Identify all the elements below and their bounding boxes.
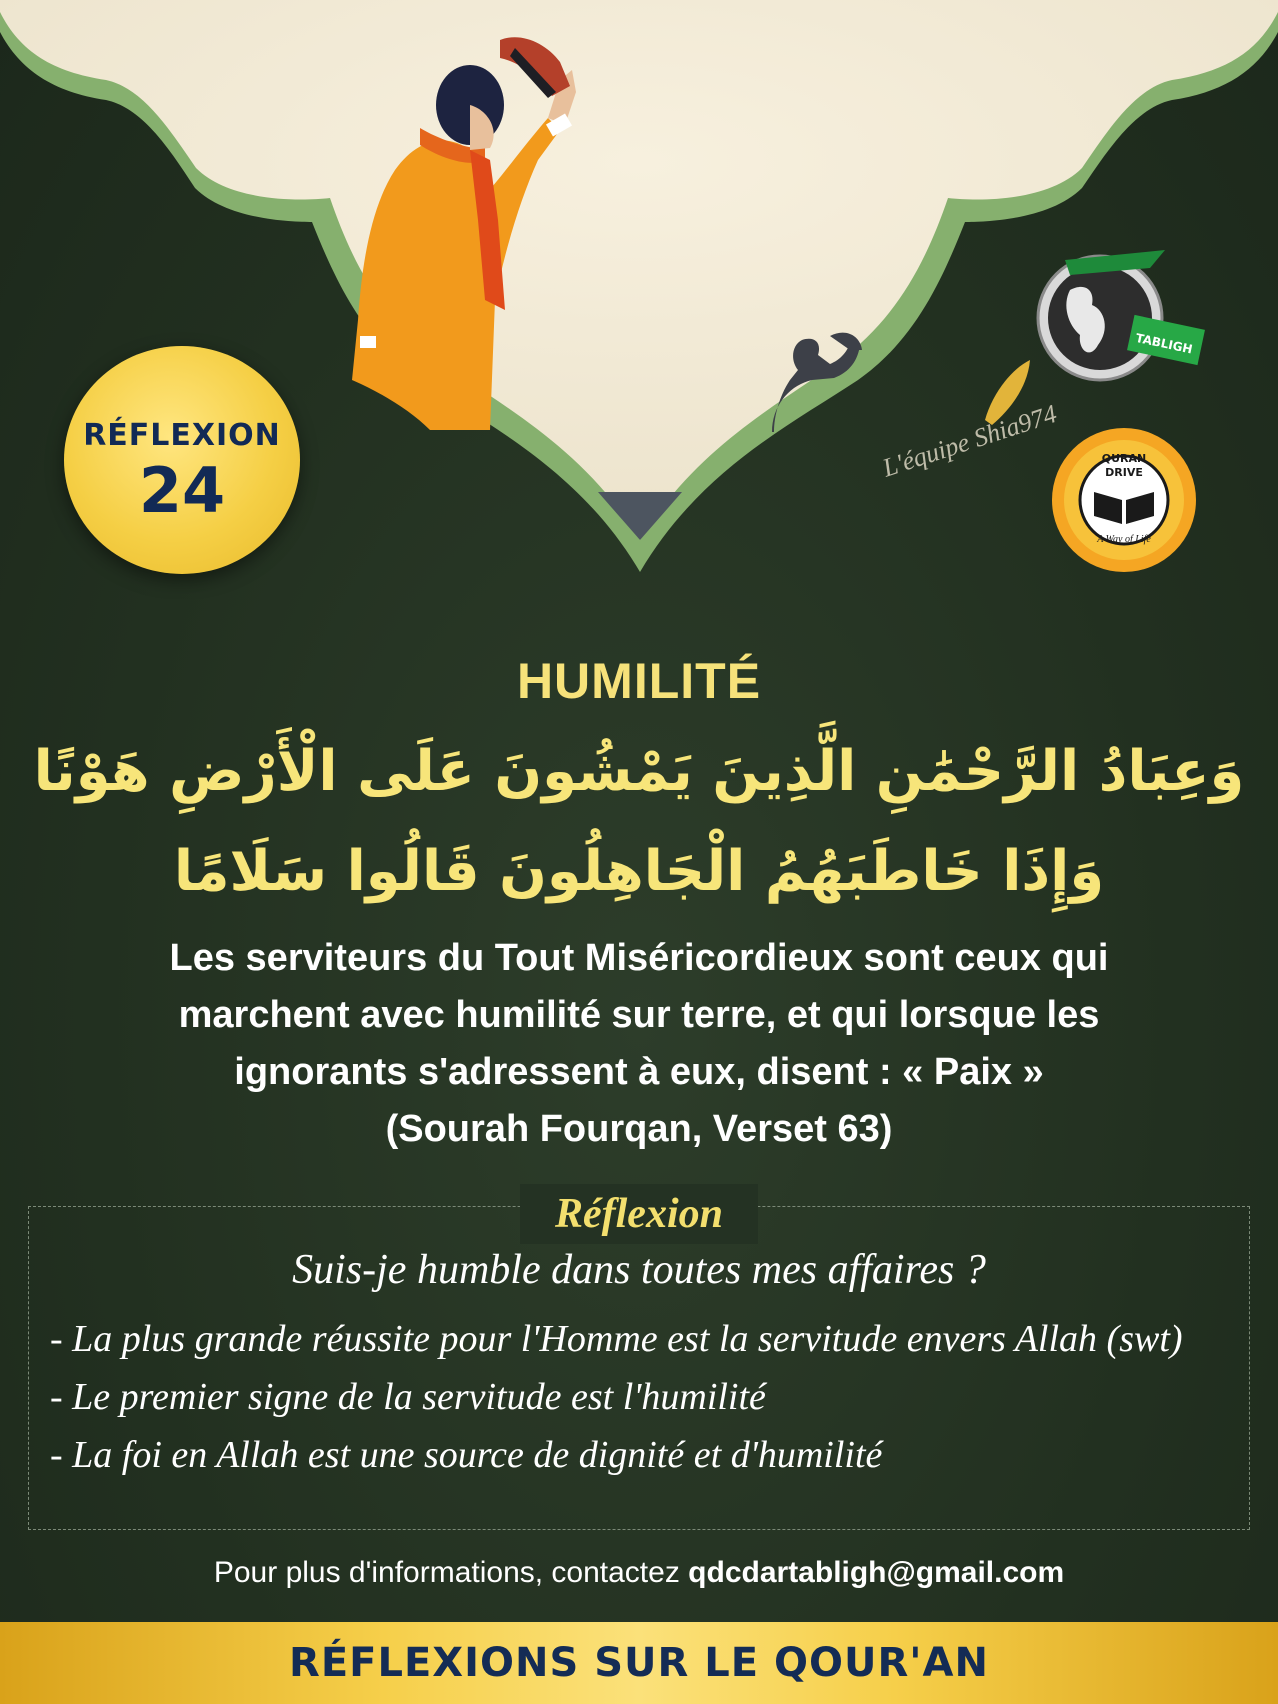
arabic-line-1: وَعِبَادُ الرَّحْمَٰنِ الَّذِينَ يَمْشُونَ عَلَى الْأَرْضِ هَوْنًا	[33, 739, 1245, 804]
badge-label: RÉFLEXION	[83, 418, 281, 453]
translation-line-2: marchent avec humilité sur terre, et qui lorsque les	[178, 994, 1100, 1036]
translation-line-3: ignorants s'adressent à eux, disent : « Paix »	[234, 1051, 1044, 1093]
quran-drive-line1: QURAN	[1101, 452, 1147, 465]
quran-drive-logo	[1052, 428, 1196, 572]
arabic-verse	[20, 722, 1258, 922]
reflection-point: - La foi en Allah est une source de dignité et d'humilité	[50, 1434, 883, 1476]
quran-drive-line2: DRIVE	[1105, 466, 1143, 479]
translation-line-1: Les serviteurs du Tout Miséricordieux sont ceux qui	[169, 937, 1109, 979]
reflection-point: - Le premier signe de la servitude est l'humilité	[50, 1376, 766, 1418]
contact-email[interactable]: qdcdartabligh@gmail.com	[688, 1556, 1065, 1589]
footer-banner: RÉFLEXIONS SUR LE QOUR'AN	[0, 1622, 1278, 1704]
verse-translation	[40, 930, 1238, 1158]
arabic-line-2: وَإِذَا خَاطَبَهُمُ الْجَاهِلُونَ قَالُوا سَلَامًا	[173, 839, 1105, 904]
reflection-points	[50, 1310, 1260, 1484]
verse-reference: (Sourah Fourqan, Verset 63)	[385, 1108, 893, 1150]
badge-number: 24	[138, 454, 226, 527]
contact-line	[0, 1556, 1278, 1590]
tabligh-logo	[1038, 250, 1205, 380]
page-title: HUMILITÉ	[516, 653, 762, 709]
reflection-question: Suis-je humble dans toutes mes affaires ?	[292, 1247, 986, 1293]
reflection-heading: Réflexion	[520, 1184, 758, 1244]
quran-drive-tagline: A Way of Life	[1097, 534, 1151, 545]
reflection-point: - La plus grande réussite pour l'Homme est la servitude envers Allah (swt)	[50, 1318, 1183, 1360]
signature-text: L'équipe Shia974	[879, 399, 1061, 483]
contact-prefix: Pour plus d'informations, contactez	[213, 1556, 689, 1589]
tabligh-book-text: TABLIGH	[1134, 330, 1194, 357]
reflexion-badge	[64, 346, 300, 574]
